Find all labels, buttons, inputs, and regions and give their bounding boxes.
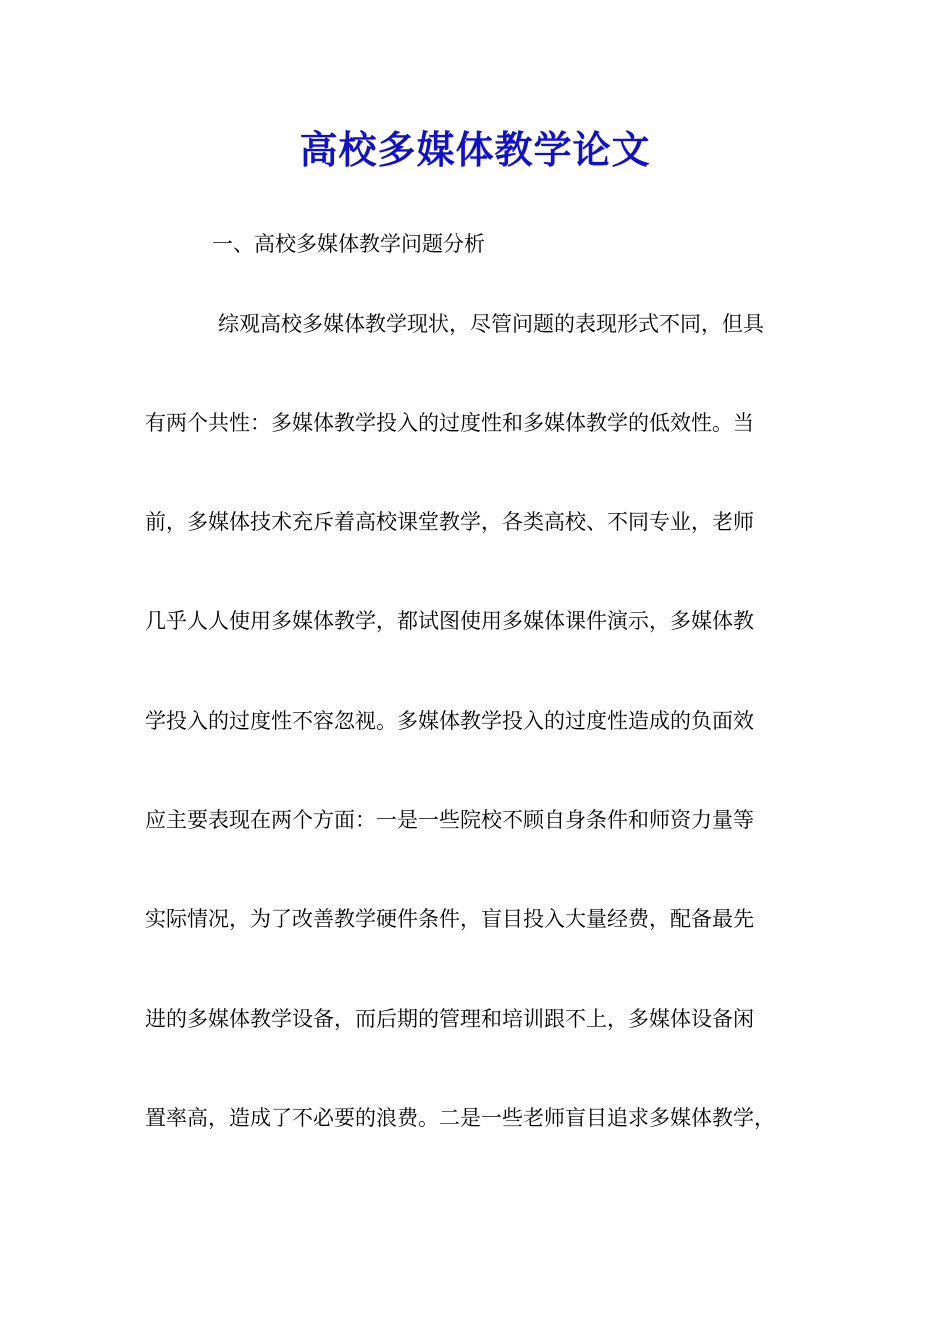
body-line: 进的多媒体教学设备，而后期的管理和培训跟不上，多媒体设备闲 — [145, 1007, 754, 1031]
body-line: 实际情况，为了改善教学硬件条件，盲目投入大量经费，配备最先 — [145, 907, 754, 931]
body-line: 学投入的过度性不容忽视。多媒体教学投入的过度性造成的负面效 — [145, 709, 754, 733]
document-title: 高校多媒体教学论文 — [299, 127, 651, 172]
body-line: 置率高，造成了不必要的浪费。二是一些老师盲目追求多媒体教学， — [145, 1106, 775, 1130]
body-line: 综观高校多媒体教学现状，尽管问题的表现形式不同，但具 — [218, 312, 764, 336]
section-heading: 一、高校多媒体教学问题分析 — [212, 232, 485, 256]
body-line: 前，多媒体技术充斥着高校课堂教学，各类高校、不同专业，老师 — [145, 510, 754, 534]
body-line: 有两个共性：多媒体教学投入的过度性和多媒体教学的低效性。当 — [145, 411, 754, 435]
body-line: 应主要表现在两个方面：一是一些院校不顾自身条件和师资力量等 — [145, 808, 754, 832]
body-line: 几乎人人使用多媒体教学，都试图使用多媒体课件演示，多媒体教 — [145, 609, 754, 633]
